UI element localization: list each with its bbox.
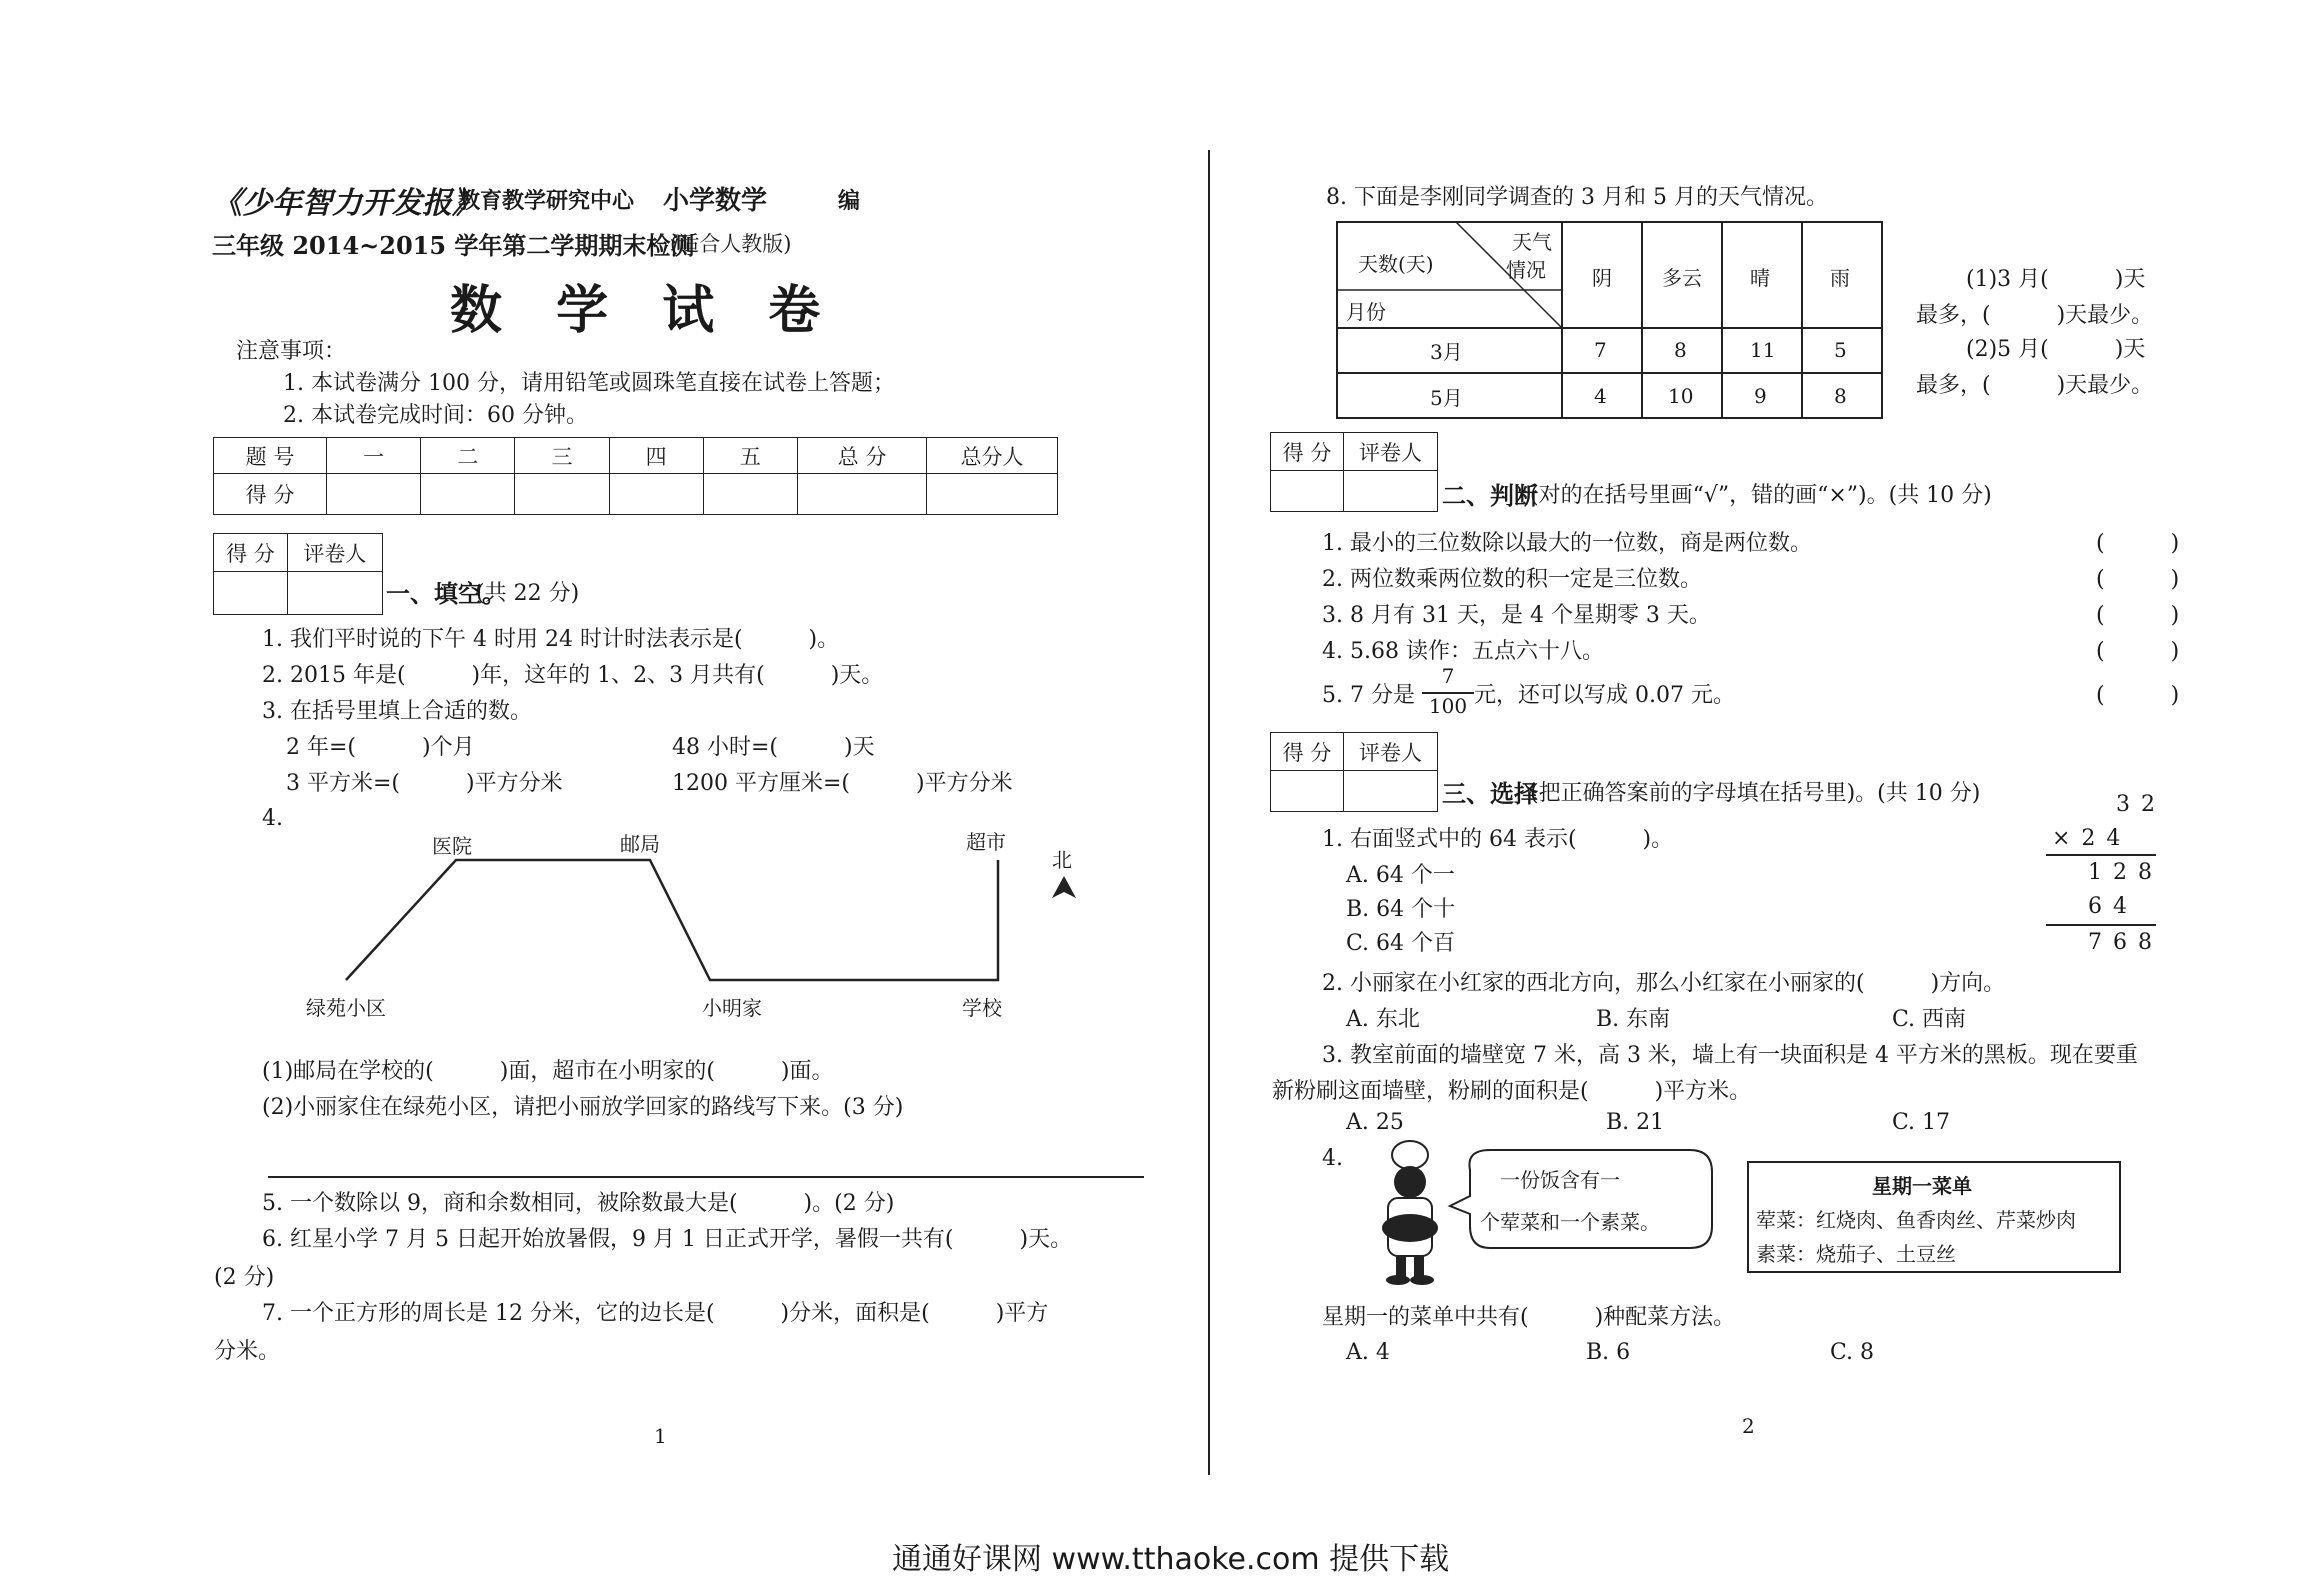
table-col-header: 雨 xyxy=(1830,266,1850,290)
question-1-6-points: (2 分) xyxy=(214,1265,275,1290)
grade-line: 三年级 2014~2015 学年第二学期期末检测 xyxy=(212,231,695,260)
grader-label: 评卷人 xyxy=(287,534,382,572)
score-header-cell: 四 xyxy=(609,438,703,474)
edition-label: (适合人教版) xyxy=(670,232,792,256)
judge-item-5-pre: 5. 7 分是 xyxy=(1322,683,1415,708)
judge-paren-3[interactable]: ( ) xyxy=(2096,603,2180,628)
score-header-cell: 二 xyxy=(421,438,515,474)
calc-line-b: × 2 4 xyxy=(2052,826,2123,851)
judge-item-4: 4. 5.68 读作：五点六十八。 xyxy=(1322,639,1604,664)
table-cell: 7 xyxy=(1594,338,1607,362)
table-corner-weather: 天气 xyxy=(1512,230,1552,254)
bubble-line-1: 一份饭含有一 xyxy=(1500,1168,1620,1192)
table-corner-days: 天数(天) xyxy=(1358,252,1434,276)
choice-q4-option-c: C. 8 xyxy=(1830,1340,1875,1365)
question-1-4b: (2)小丽家住在绿苑小区，请把小丽放学回家的路线写下来。(3 分) xyxy=(262,1095,904,1120)
question-1-3c: 3 平方米=( )平方分米 xyxy=(286,771,563,796)
subject-label: 小学数学 xyxy=(663,186,768,216)
question-8-a2-cont: 最多，( )天最少。 xyxy=(1916,373,2154,398)
calc-line-c: 1 2 8 xyxy=(2088,860,2154,885)
table-cell: 5 xyxy=(1834,338,1847,362)
page-number-1: 1 xyxy=(654,1424,667,1448)
section1-points: (共 22 分) xyxy=(476,581,580,606)
map-label-school: 学校 xyxy=(962,996,1002,1020)
table-cell: 8 xyxy=(1834,384,1847,408)
choice-q4-option-b: B. 6 xyxy=(1586,1340,1631,1365)
choice-q2: 2. 小丽家在小红家的西北方向，那么小红家在小丽家的( )方向。 xyxy=(1322,971,2006,996)
grader-score-label: 得 分 xyxy=(1271,733,1344,771)
grader-score-label: 得 分 xyxy=(1271,433,1344,471)
score-header-cell: 三 xyxy=(515,438,609,474)
question-1-3d: 1200 平方厘米=( )平方分米 xyxy=(672,771,1013,796)
choice-q1-option-c: C. 64 个百 xyxy=(1346,931,1456,956)
footer-credit[interactable]: 通通好课网 www.tthaoke.com 提供下载 xyxy=(892,1542,1450,1577)
research-center: 教育教学研究中心 xyxy=(458,188,635,214)
choice-q2-option-b: B. 东南 xyxy=(1596,1007,1671,1032)
judge-item-2: 2. 两位数乘两位数的积一定是三位数。 xyxy=(1322,567,1702,592)
question-1-6: 6. 红星小学 7 月 5 日起开始放暑假，9 月 1 日正式开学，暑假一共有( )天。 xyxy=(262,1227,1073,1252)
section2-title: 二、判断 xyxy=(1442,481,1538,510)
map-label-north: 北 xyxy=(1052,848,1072,872)
table-row-month: 5月 xyxy=(1430,386,1463,410)
edit-label: 编 xyxy=(838,188,861,214)
calc-line-a: 3 2 xyxy=(2116,792,2157,817)
question-1-4: 4. xyxy=(262,806,283,831)
choice-q2-option-c: C. 西南 xyxy=(1892,1007,1967,1032)
fraction-numerator: 7 xyxy=(1441,664,1455,688)
menu-veg: 素菜：烧茄子、土豆丝 xyxy=(1756,1242,1956,1266)
notes-item-2: 2. 本试卷完成时间：60 分钟。 xyxy=(283,403,588,428)
table-cell: 4 xyxy=(1594,384,1607,408)
chef-icon xyxy=(1382,1141,1438,1285)
score-header-cell: 一 xyxy=(327,438,421,474)
question-1-7: 7. 一个正方形的周长是 12 分米，它的边长是( )分米，面积是( )平方 xyxy=(262,1301,1049,1326)
bubble-line-2: 个荤菜和一个素菜。 xyxy=(1480,1210,1660,1234)
section2-desc: (对的在括号里画“√”，错的画“×”)。(共 10 分) xyxy=(1530,483,1992,508)
choice-q3-option-a: A. 25 xyxy=(1346,1110,1404,1135)
notes-item-1: 1. 本试卷满分 100 分，请用铅笔或圆珠笔直接在试卷上答题； xyxy=(283,371,895,396)
score-row-label: 得 分 xyxy=(214,474,327,515)
table-corner-weather-2: 情况 xyxy=(1506,258,1546,282)
choice-q3: 3. 教室前面的墙壁宽 7 米，高 3 米，墙上有一块面积是 4 平方米的黑板。现在要重 xyxy=(1322,1043,2138,1068)
grader-score-label: 得 分 xyxy=(214,534,288,572)
score-header-cell: 五 xyxy=(703,438,797,474)
question-8-a1: (1)3 月( )天 xyxy=(1966,267,2146,292)
question-1-5: 5. 一个数除以 9，商和余数相同，被除数最大是( )。(2 分) xyxy=(262,1191,895,1216)
judge-paren-1[interactable]: ( ) xyxy=(2096,531,2180,556)
judge-paren-4[interactable]: ( ) xyxy=(2096,639,2180,664)
fraction-denominator: 100 xyxy=(1428,694,1468,718)
table-cell: 10 xyxy=(1668,384,1694,408)
choice-q4-option-a: A. 4 xyxy=(1346,1340,1390,1365)
calc-line-e: 7 6 8 xyxy=(2088,930,2154,955)
choice-q1-option-b: B. 64 个十 xyxy=(1346,897,1456,922)
choice-q4-text: 星期一的菜单中共有( )种配菜方法。 xyxy=(1322,1305,1736,1330)
question-1-3b: 48 小时=( )天 xyxy=(672,735,875,760)
choice-q3-cont: 新粉刷这面墙壁，粉刷的面积是( )平方米。 xyxy=(1272,1079,1752,1104)
section1-title: 一、填空。 xyxy=(386,579,506,608)
grader-label: 评卷人 xyxy=(1343,733,1437,771)
map-label-lvyuan: 绿苑小区 xyxy=(306,996,386,1020)
choice-q2-option-a: A. 东北 xyxy=(1346,1007,1420,1032)
table-corner-month: 月份 xyxy=(1346,300,1386,324)
notes-heading: 注意事项： xyxy=(236,339,347,364)
question-8-intro: 8. 下面是李刚同学调查的 3 月和 5 月的天气情况。 xyxy=(1326,185,1828,210)
calc-line-d: 6 4 xyxy=(2088,894,2129,919)
judge-item-5-post: 元，还可以写成 0.07 元。 xyxy=(1474,683,1735,708)
score-header-cell: 题 号 xyxy=(214,438,327,474)
choice-q3-option-c: C. 17 xyxy=(1892,1110,1951,1135)
judge-paren-5[interactable]: ( ) xyxy=(2096,683,2180,708)
question-1-7-cont: 分米。 xyxy=(214,1339,281,1364)
table-cell: 9 xyxy=(1754,384,1767,408)
map-label-xiaoming: 小明家 xyxy=(702,996,762,1020)
section3-desc: (把正确答案前的字母填在括号里)。(共 10 分) xyxy=(1530,781,1981,806)
choice-q4: 4. xyxy=(1322,1146,1343,1171)
menu-meat: 荤菜：红烧肉、鱼香肉丝、芹菜炒肉 xyxy=(1756,1208,2076,1232)
table-col-header: 多云 xyxy=(1662,266,1702,290)
score-header-cell: 总分人 xyxy=(927,438,1058,474)
page-number-2: 2 xyxy=(1742,1414,1755,1438)
page-title: 数 学 试 卷 xyxy=(450,280,839,341)
question-1-3: 3. 在括号里填上合适的数。 xyxy=(262,699,532,724)
table-col-header: 阴 xyxy=(1592,266,1612,290)
choice-q3-option-b: B. 21 xyxy=(1606,1110,1665,1135)
table-row-month: 3月 xyxy=(1430,340,1463,364)
choice-q1-option-a: A. 64 个一 xyxy=(1346,863,1455,888)
map-label-market: 超市 xyxy=(966,830,1006,854)
question-1-1: 1. 我们平时说的下午 4 时用 24 时计时法表示是( )。 xyxy=(262,627,840,652)
question-1-3a: 2 年=( )个月 xyxy=(286,735,475,760)
table-cell: 11 xyxy=(1750,338,1776,362)
question-8-a2: (2)5 月( )天 xyxy=(1966,337,2146,362)
score-header-cell: 总 分 xyxy=(798,438,927,474)
publisher-name: 《少年智力开发报》 xyxy=(212,186,482,221)
choice-q1: 1. 右面竖式中的 64 表示( )。 xyxy=(1322,827,1674,852)
section3-title: 三、选择 xyxy=(1442,779,1538,808)
judge-item-1: 1. 最小的三位数除以最大的一位数，商是两位数。 xyxy=(1322,531,1812,556)
map-label-post: 邮局 xyxy=(620,832,660,856)
map-label-hospital: 医院 xyxy=(432,834,472,858)
grader-label: 评卷人 xyxy=(1343,433,1437,471)
table-col-header: 晴 xyxy=(1750,266,1770,290)
judge-item-3: 3. 8 月有 31 天，是 4 个星期零 3 天。 xyxy=(1322,603,1711,628)
question-8-a1-cont: 最多，( )天最少。 xyxy=(1916,303,2154,328)
question-1-4a: (1)邮局在学校的( )面，超市在小明家的( )面。 xyxy=(262,1059,834,1084)
table-cell: 8 xyxy=(1674,338,1687,362)
judge-paren-2[interactable]: ( ) xyxy=(2096,567,2180,592)
question-1-2: 2. 2015 年是( )年，这年的 1、2、3 月共有( )天。 xyxy=(262,663,884,688)
menu-title: 星期一菜单 xyxy=(1872,1174,1972,1198)
